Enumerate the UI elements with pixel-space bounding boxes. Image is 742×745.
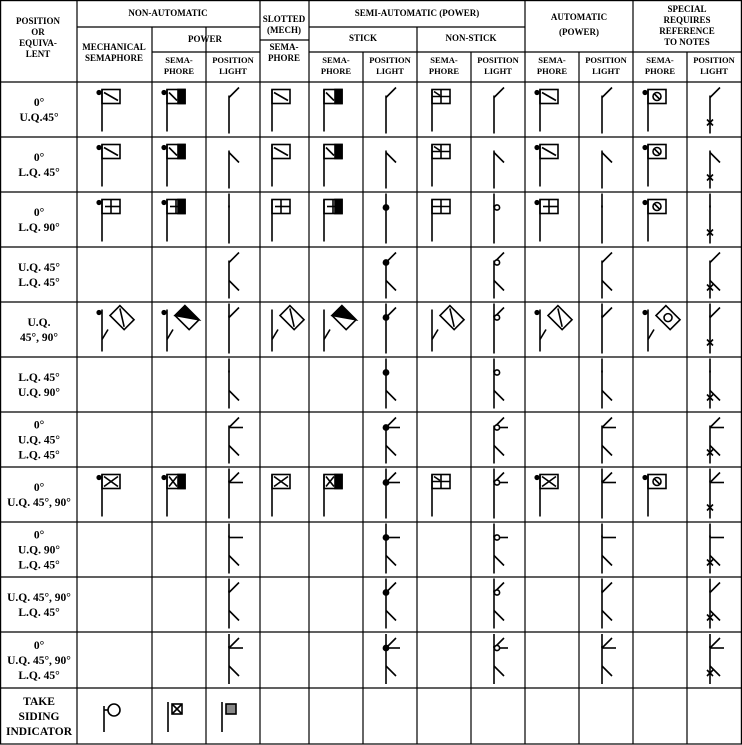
position-light-symbol (383, 524, 400, 574)
position-light-symbol (229, 469, 243, 519)
position-light-symbol (383, 579, 396, 629)
position-light-symbol (707, 524, 724, 574)
subheader-semaphore: PHORE (163, 66, 195, 76)
position-light-symbol (229, 524, 243, 574)
header-slotted-sema-line1: SEMA- (269, 42, 299, 52)
position-light-symbol (494, 524, 508, 574)
semaphore-symbol (97, 306, 134, 352)
subheader-position-light: LIGHT (219, 66, 247, 76)
position-light-symbol (707, 253, 720, 299)
position-light-symbol (229, 359, 239, 409)
subheader-semaphore: SEMA- (538, 55, 566, 65)
semaphore-symbol (324, 306, 356, 352)
position-light-symbol (229, 151, 239, 189)
semaphore-symbol (162, 306, 199, 352)
subheader-semaphore: SEMA- (430, 55, 458, 65)
header-slotted-line2: (MECH) (267, 25, 301, 35)
row-label: L.Q. 45° (18, 670, 60, 682)
semaphore-symbol (643, 90, 666, 132)
row-label: 45°, 90° (20, 332, 58, 344)
semaphore-symbol (324, 90, 342, 132)
header-non-stick: NON-STICK (445, 33, 497, 43)
siding-indicator-position-light (222, 702, 236, 732)
position-light-symbol (602, 634, 616, 684)
position-light-symbol (386, 151, 396, 189)
header-position-line3: EQUIVA- (19, 38, 57, 48)
position-light-symbol (383, 634, 400, 684)
position-light-symbol (707, 304, 720, 354)
subheader-position-light: POSITION (477, 55, 519, 65)
row-label: U.Q. 90° (18, 387, 60, 399)
row-label: 0° (33, 419, 45, 432)
position-light-symbol (383, 253, 396, 299)
position-light-symbol (229, 579, 239, 629)
semaphore-symbol (432, 306, 464, 352)
semaphore-symbol (432, 200, 450, 242)
row-label: L.Q. 45° (18, 559, 60, 572)
semaphore-symbol (97, 200, 120, 242)
semaphore-symbol (97, 145, 120, 187)
position-light-symbol (494, 194, 500, 244)
row-label: 0° (33, 152, 45, 164)
subheader-position-light: LIGHT (700, 66, 728, 76)
header-special-line3: REFERENCE (659, 26, 715, 36)
row-label: L.Q. 45° (18, 277, 60, 289)
position-light-symbol (494, 304, 504, 354)
position-light-symbol (229, 88, 239, 134)
position-light-symbol (602, 579, 612, 629)
row-label: L.Q. 45° (18, 167, 60, 179)
semaphore-symbol (535, 306, 572, 352)
header-semi-automatic: SEMI-AUTOMATIC (POWER) (354, 8, 480, 18)
row-label: 0° (33, 529, 45, 542)
header-position-line4: LENT (25, 49, 51, 59)
subheader-position-light: POSITION (369, 55, 411, 65)
position-light-symbol (707, 579, 720, 629)
row-label: 0° (33, 482, 45, 494)
semaphore-symbol (535, 200, 558, 242)
semaphore-symbol (272, 306, 304, 352)
position-light-symbol (229, 418, 243, 464)
header-special-line2: REQUIRES (663, 15, 711, 25)
row-label: 0° (33, 97, 45, 109)
subheader-semaphore: PHORE (536, 66, 568, 76)
subheader-semaphore: PHORE (428, 66, 460, 76)
header-automatic-line2: (POWER) (559, 27, 599, 37)
position-light-symbol (494, 634, 508, 684)
position-light-symbol (494, 88, 504, 134)
header-non-automatic: NON-AUTOMATIC (128, 8, 208, 18)
position-light-symbol (707, 359, 720, 409)
subheader-semaphore: SEMA- (646, 55, 674, 65)
subheader-semaphore: SEMA- (322, 55, 350, 65)
header-special-line1: SPECIAL (667, 4, 707, 14)
semaphore-symbol (432, 90, 450, 132)
row-label: U.Q. 45° (18, 434, 60, 447)
position-light-symbol (383, 304, 396, 354)
semaphore-symbol (643, 306, 680, 352)
semaphore-symbol (162, 475, 185, 517)
semaphore-symbol (162, 145, 185, 187)
header-slotted-line1: SLOTTED (262, 14, 306, 24)
signal-symbols (97, 88, 724, 733)
header-position-line1: POSITION (15, 16, 61, 26)
position-light-symbol (494, 151, 504, 189)
header-stick: STICK (348, 33, 378, 43)
semaphore-symbol (324, 475, 342, 517)
semaphore-symbol (97, 475, 120, 517)
row-label: L.Q. 45° (18, 607, 60, 619)
row-label: U.Q. 45° (18, 262, 60, 274)
subheader-position-light: LIGHT (484, 66, 512, 76)
subheader-position-light: POSITION (585, 55, 627, 65)
semaphore-symbol (432, 145, 450, 187)
position-light-symbol (383, 469, 400, 519)
row-label: L.Q. 90° (18, 222, 60, 234)
semaphore-symbol (535, 475, 558, 517)
position-light-symbol (383, 194, 388, 244)
row-label: U.Q. 45°, 90° (7, 655, 71, 667)
position-light-symbol (494, 253, 504, 299)
semaphore-symbol (535, 90, 558, 132)
row-labels (6, 97, 73, 738)
semaphore-symbol (324, 145, 342, 187)
row-label: U.Q.45° (19, 112, 59, 124)
subheader-semaphore: PHORE (320, 66, 352, 76)
semaphore-symbol (272, 475, 290, 517)
row-label: 0° (33, 207, 45, 219)
position-light-symbol (602, 469, 616, 519)
siding-indicator-mechanical (104, 704, 120, 732)
position-light-symbol (386, 88, 396, 134)
position-light-symbol (494, 359, 504, 409)
subheader-position-light: LIGHT (376, 66, 404, 76)
subheader-position-light: LIGHT (592, 66, 620, 76)
position-light-symbol (383, 418, 400, 464)
position-light-symbol (602, 304, 612, 354)
position-light-symbol (602, 418, 616, 464)
subheader-semaphore: SEMA- (165, 55, 193, 65)
position-light-symbol (707, 194, 713, 244)
row-label: U.Q. 45°, 90° (7, 497, 71, 509)
semaphore-symbol (643, 145, 666, 187)
position-light-symbol (707, 469, 724, 519)
header-mechanical-line2: SEMAPHORE (84, 53, 144, 63)
semaphore-symbol (272, 200, 290, 242)
semaphore-symbol (272, 145, 290, 187)
header-slotted-sema-line2: PHORE (267, 53, 301, 63)
header-power: POWER (187, 34, 223, 44)
siding-indicator-power-semaphore (168, 702, 182, 732)
semaphore-symbol (97, 90, 120, 132)
table-header (16, 4, 736, 76)
row-label: L.Q. 45° (18, 372, 60, 384)
position-light-symbol (707, 418, 724, 464)
semaphore-symbol (272, 90, 290, 132)
position-light-symbol (707, 151, 720, 189)
position-light-symbol (602, 151, 612, 189)
row-label: INDICATOR (5, 726, 73, 738)
subheader-position-light: POSITION (212, 55, 254, 65)
row-label: SIDING (18, 711, 60, 723)
position-light-symbol (494, 418, 508, 464)
row-label: U.Q. (27, 317, 51, 329)
subheader-semaphore: PHORE (644, 66, 676, 76)
position-light-symbol (602, 524, 616, 574)
header-mechanical-line1: MECHANICAL (82, 42, 146, 52)
row-label: U.Q. 90° (18, 544, 60, 557)
semaphore-symbol (535, 145, 558, 187)
semaphore-symbol (643, 200, 666, 242)
row-label: 0° (33, 640, 45, 652)
header-position-line2: OR (31, 27, 45, 37)
position-light-symbol (229, 304, 239, 354)
header-special-line4: TO NOTES (664, 37, 710, 47)
row-label: U.Q. 45°, 90° (7, 592, 71, 604)
semaphore-symbol (162, 90, 185, 132)
semaphore-symbol (162, 200, 185, 242)
position-light-symbol (494, 579, 504, 629)
position-light-symbol (602, 253, 612, 299)
row-label: TAKE (23, 696, 55, 708)
header-automatic-line1: AUTOMATIC (550, 12, 608, 22)
position-light-symbol (383, 359, 396, 409)
position-light-symbol (229, 634, 243, 684)
semaphore-symbol (643, 475, 666, 517)
position-light-symbol (494, 469, 508, 519)
position-light-symbol (229, 253, 239, 299)
position-light-symbol (602, 88, 612, 134)
semaphore-symbol (324, 200, 342, 242)
subheader-position-light: POSITION (693, 55, 735, 65)
position-light-symbol (602, 359, 612, 409)
position-light-symbol (707, 634, 724, 684)
row-label: L.Q. 45° (18, 449, 60, 462)
position-light-symbol (707, 88, 720, 134)
semaphore-symbol (432, 475, 450, 517)
